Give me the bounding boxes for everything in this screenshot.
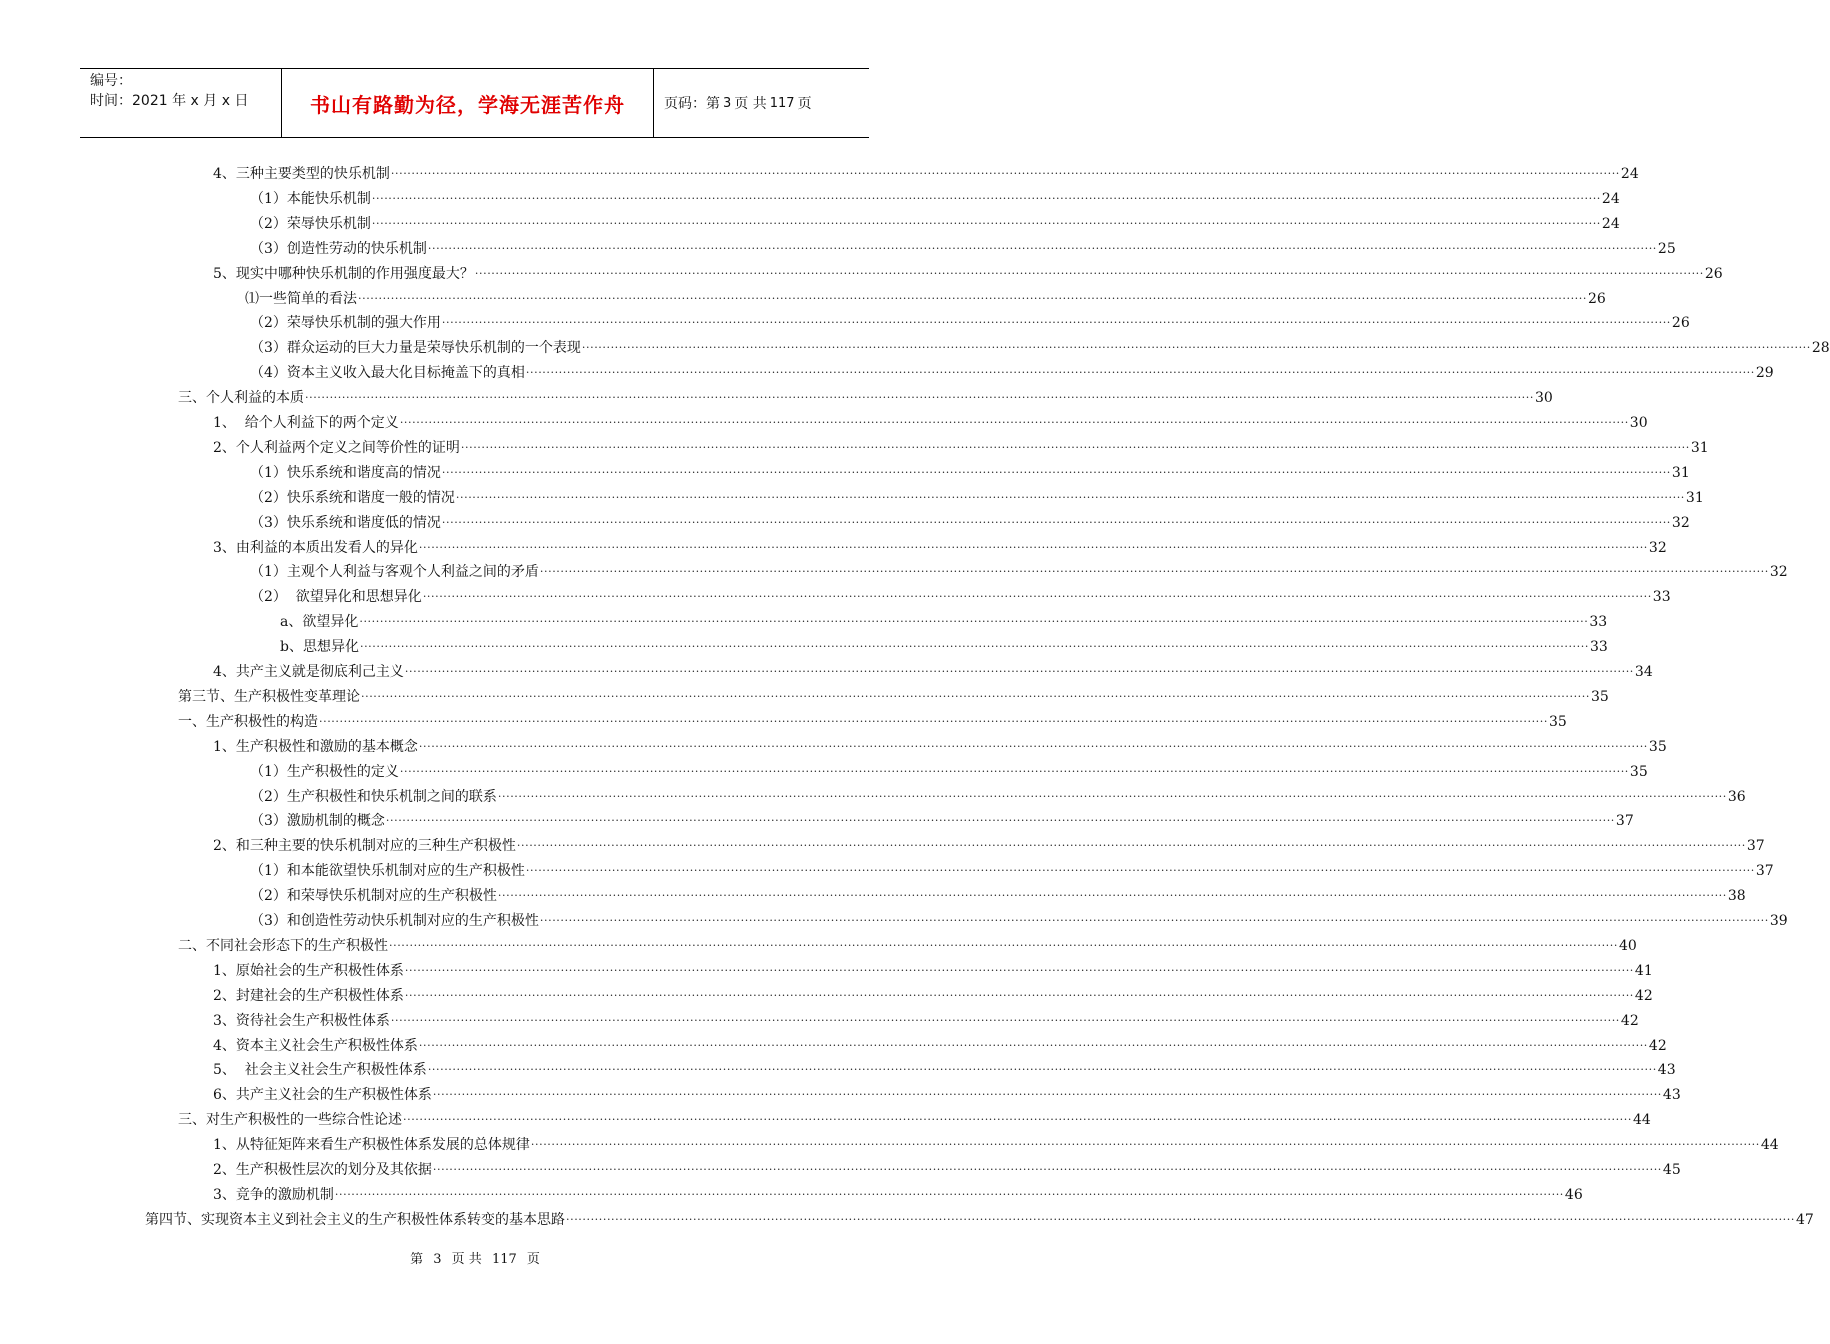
toc-entry-title: 4、资本主义社会生产积极性体系: [213, 1037, 418, 1054]
toc-entry-page: 28: [1811, 340, 1830, 357]
toc-entry-title: 三、对生产积极性的一些综合性论述: [178, 1112, 402, 1129]
toc-entry-title: 2、个人利益两个定义之间等价性的证明: [213, 439, 460, 456]
toc-entry-page: 35: [1548, 713, 1567, 730]
page-indicator: [654, 69, 869, 137]
toc-leader-dots: ............................................................................................................................................................................................................................................................................................................: [404, 960, 1634, 974]
toc-entry-page: 35: [1590, 688, 1609, 705]
toc-leader-dots: ............................................................................................................................................................................................................................................................................................................: [390, 164, 1620, 177]
toc-entry-page: 33: [1589, 639, 1608, 656]
toc-entry-title: （1）主观个人利益与客观个人利益之间的矛盾: [250, 564, 539, 581]
motto: 书山有路勤为径，学海无涯苦作舟: [282, 69, 654, 137]
toc-leader-dots: ............................................................................................................................................................................................................................................................................................................: [441, 512, 1671, 526]
toc-entry[interactable]: [213, 258, 1723, 283]
toc-entry-title: （2）生产积极性和快乐机制之间的联系: [250, 788, 497, 805]
toc-leader-dots: ............................................................................................................................................................................................................................................................................................................: [361, 686, 1590, 700]
toc-entry[interactable]: [250, 581, 1671, 606]
toc-entry[interactable]: [178, 930, 1637, 955]
toc-entry[interactable]: [280, 606, 1608, 631]
toc-entry-page: 24: [1601, 215, 1620, 232]
toc-leader-dots: ............................................................................................................................................................................................................................................................................................................: [455, 487, 1685, 501]
toc-entry[interactable]: [213, 955, 1653, 980]
toc-leader-dots: ............................................................................................................................................................................................................................................................................................................: [427, 238, 1657, 252]
toc-entry-page: 31: [1671, 464, 1690, 481]
toc-entry[interactable]: [250, 880, 1746, 905]
toc-entry[interactable]: [250, 781, 1746, 806]
toc-leader-dots: ............................................................................................................................................................................................................................................................................................................: [525, 363, 1755, 377]
toc-entry[interactable]: [213, 407, 1648, 432]
toc-entry[interactable]: [213, 1179, 1583, 1204]
toc-leader-dots: ............................................................................................................................................................................................................................................................................................................: [359, 612, 1589, 626]
page-label-prefix: 页码：第: [664, 96, 720, 112]
toc-entry[interactable]: [178, 706, 1567, 731]
toc-leader-dots: ............................................................................................................................................................................................................................................................................................................: [371, 213, 1601, 227]
page-label-suffix: 页: [797, 96, 812, 112]
toc-entry-page: 37: [1615, 813, 1634, 830]
page-header: [80, 68, 869, 138]
toc-leader-dots: ............................................................................................................................................................................................................................................................................................................: [358, 288, 1587, 302]
toc-entry-title: （3）激励机制的概念: [250, 813, 385, 830]
toc-entry-page: 36: [1727, 788, 1746, 805]
toc-leader-dots: ............................................................................................................................................................................................................................................................................................................: [441, 462, 1671, 476]
toc-leader-dots: ............................................................................................................................................................................................................................................................................................................: [399, 761, 1629, 775]
toc-entry-title: 4、三种主要类型的快乐机制: [213, 166, 390, 182]
toc-entry-page: 31: [1685, 489, 1704, 506]
toc-entry-page: 37: [1755, 863, 1774, 880]
toc-entry-page: 33: [1652, 589, 1671, 606]
toc-entry-title: 6、共产主义社会的生产积极性体系: [213, 1087, 432, 1104]
toc-entry-title: 1、从特征矩阵来看生产积极性体系发展的总体规律: [213, 1137, 530, 1154]
toc-entry-title: 4、共产主义就是彻底利己主义: [213, 664, 404, 680]
toc-entry[interactable]: [178, 1104, 1651, 1129]
toc-entry[interactable]: [250, 332, 1830, 357]
toc-entry-title: （3）快乐系统和谐度低的情况: [250, 514, 441, 531]
toc-entry-title: 一、生产积极性的构造: [178, 713, 318, 730]
toc-entry-page: 34: [1634, 664, 1653, 680]
toc-entry[interactable]: [250, 805, 1634, 830]
toc-entry-title: 1、 给个人利益下的两个定义: [213, 415, 399, 431]
toc-entry-title: （4）资本主义收入最大化目标掩盖下的真相: [250, 365, 525, 382]
toc-leader-dots: ............................................................................................................................................................................................................................................................................................................: [390, 1010, 1620, 1024]
toc-entry-page: 44: [1632, 1112, 1651, 1129]
toc-entry[interactable]: [213, 1054, 1676, 1079]
toc-leader-dots: ............................................................................................................................................................................................................................................................................................................: [539, 911, 1769, 924]
toc-entry-page: 35: [1648, 738, 1667, 755]
toc-entry-title: （2）荣辱快乐机制的强大作用: [250, 315, 441, 332]
toc-entry-page: 35: [1629, 763, 1648, 780]
toc-entry-page: 39: [1769, 913, 1788, 929]
toc-entry-title: 三、个人利益的本质: [178, 390, 304, 407]
toc-leader-dots: ............................................................................................................................................................................................................................................................................................................: [385, 811, 1615, 825]
toc-entry-title: （2）荣辱快乐机制: [250, 215, 371, 232]
header-info: [80, 69, 282, 137]
toc-entry[interactable]: [213, 432, 1709, 457]
toc-entry[interactable]: [213, 532, 1667, 557]
page-total: 117: [769, 95, 795, 111]
toc-entry-page: 25: [1657, 240, 1676, 257]
toc-entry-title: 1、生产积极性和激励的基本概念: [213, 738, 418, 755]
toc-entry-page: 26: [1704, 265, 1723, 282]
footer-total: 117: [491, 1252, 517, 1267]
toc-entry-title: （2） 欲望异化和思想异化: [250, 589, 422, 606]
toc-entry-page: 33: [1589, 614, 1608, 631]
toc-entry-page: 32: [1671, 514, 1690, 531]
toc-entry-page: 43: [1657, 1062, 1676, 1079]
toc-entry[interactable]: [250, 855, 1774, 880]
toc-entry[interactable]: [250, 307, 1690, 332]
toc-entry[interactable]: [250, 507, 1690, 532]
toc-entry[interactable]: [250, 233, 1676, 258]
toc-entry-page: 43: [1662, 1087, 1681, 1104]
toc-leader-dots: ............................................................................................................................................................................................................................................................................................................: [516, 836, 1746, 850]
toc-leader-dots: ............................................................................................................................................................................................................................................................................................................: [581, 338, 1811, 352]
toc-entry-title: ⑴一些简单的看法: [245, 290, 357, 307]
toc-entry-title: （1）生产积极性的定义: [250, 763, 399, 780]
toc-entry[interactable]: [213, 731, 1667, 756]
toc-leader-dots: ............................................................................................................................................................................................................................................................................................................: [359, 637, 1589, 651]
toc-entry-page: 37: [1746, 838, 1765, 855]
toc-entry-title: （1）本能快乐机制: [250, 190, 371, 207]
toc-entry-title: （2）和荣辱快乐机制对应的生产积极性: [250, 888, 497, 905]
toc-entry-title: 1、原始社会的生产积极性体系: [213, 962, 404, 979]
footer-prefix: 第: [410, 1252, 424, 1267]
toc-entry-title: 3、竞争的激励机制: [213, 1186, 334, 1203]
toc-leader-dots: ............................................................................................................................................................................................................................................................................................................: [418, 736, 1648, 750]
toc-leader-dots: ............................................................................................................................................................................................................................................................................................................: [539, 562, 1769, 576]
number-label: 编号：: [90, 73, 132, 89]
toc-leader-dots: ............................................................................................................................................................................................................................................................................................................: [525, 861, 1755, 875]
toc-entry[interactable]: [213, 1154, 1681, 1179]
toc-entry[interactable]: [245, 283, 1606, 308]
toc-entry-page: 38: [1727, 888, 1746, 905]
toc-entry-title: a、欲望异化: [280, 614, 359, 631]
toc-entry[interactable]: [178, 382, 1553, 407]
toc-entry[interactable]: [213, 1005, 1639, 1030]
toc-entry-page: 47: [1795, 1211, 1814, 1228]
toc-leader-dots: ............................................................................................................................................................................................................................................................................................................: [566, 1209, 1795, 1223]
toc-leader-dots: ............................................................................................................................................................................................................................................................................................................: [432, 1160, 1662, 1173]
toc-entry-title: （1）和本能欲望快乐机制对应的生产积极性: [250, 863, 525, 880]
toc-entry[interactable]: [250, 183, 1620, 208]
toc-entry[interactable]: [250, 457, 1690, 482]
toc-entry-page: 42: [1620, 1012, 1639, 1029]
toc-leader-dots: ............................................................................................................................................................................................................................................................................................................: [319, 711, 1548, 725]
footer-page: 3: [433, 1252, 442, 1267]
toc-entry-page: 26: [1671, 315, 1690, 332]
toc-leader-dots: ............................................................................................................................................................................................................................................................................................................: [404, 662, 1634, 675]
toc-leader-dots: ............................................................................................................................................................................................................................................................................................................: [389, 935, 1618, 949]
toc-entry-page: 24: [1620, 166, 1639, 182]
toc-entry-title: 2、生产积极性层次的划分及其依据: [213, 1162, 432, 1178]
toc-leader-dots: ............................................................................................................................................................................................................................................................................................................: [404, 985, 1634, 999]
toc-entry-page: 30: [1534, 390, 1553, 407]
toc-entry[interactable]: [250, 905, 1788, 930]
toc-entry[interactable]: [250, 556, 1788, 581]
toc-entry[interactable]: [145, 1204, 1814, 1229]
toc-entry-title: （2）快乐系统和谐度一般的情况: [250, 489, 455, 506]
toc-entry-page: 42: [1634, 987, 1653, 1004]
toc-entry[interactable]: [178, 681, 1609, 706]
toc-entry-title: 第三节、生产积极性变革理论: [178, 688, 360, 705]
toc-entry-page: 42: [1648, 1037, 1667, 1054]
toc-entry-page: 45: [1662, 1162, 1681, 1178]
toc-entry-title: （3）和创造性劳动快乐机制对应的生产积极性: [250, 913, 539, 929]
toc-leader-dots: ............................................................................................................................................................................................................................................................................................................: [305, 388, 1534, 402]
toc-leader-dots: ............................................................................................................................................................................................................................................................................................................: [334, 1184, 1564, 1198]
toc-leader-dots: ............................................................................................................................................................................................................................................................................................................: [460, 437, 1690, 451]
footer-mid: 页 共: [451, 1252, 482, 1267]
page-footer: [0, 1248, 950, 1267]
toc-entry-page: 31: [1690, 439, 1709, 456]
toc-entry-title: 二、不同社会形态下的生产积极性: [178, 937, 388, 954]
footer-suffix: 页: [526, 1252, 540, 1267]
toc-entry[interactable]: [213, 1079, 1681, 1104]
toc-entry-page: 30: [1629, 415, 1648, 431]
toc-entry-title: （3）创造性劳动的快乐机制: [250, 240, 427, 257]
toc-leader-dots: ............................................................................................................................................................................................................................................................................................................: [427, 1060, 1657, 1074]
toc-leader-dots: ............................................................................................................................................................................................................................................................................................................: [418, 537, 1648, 551]
toc-entry-title: 5、 社会主义社会生产积极性体系: [213, 1062, 427, 1079]
toc-entry-title: 3、由利益的本质出发看人的异化: [213, 539, 418, 556]
toc-entry-title: 第四节、实现资本主义到社会主义的生产积极性体系转变的基本思路: [145, 1211, 565, 1228]
toc-leader-dots: ............................................................................................................................................................................................................................................................................................................: [530, 1135, 1760, 1149]
toc-entry-page: 32: [1648, 539, 1667, 556]
toc-entry-page: 26: [1587, 290, 1606, 307]
toc-entry-page: 46: [1564, 1186, 1583, 1203]
toc-entry[interactable]: [213, 656, 1653, 681]
page-label-mid: 页 共: [734, 96, 767, 112]
toc-entry-title: （3）群众运动的巨大力量是荣辱快乐机制的一个表现: [250, 340, 581, 357]
toc-entry-page: 40: [1618, 937, 1637, 954]
toc-entry-title: 2、封建社会的生产积极性体系: [213, 987, 404, 1004]
toc-entry[interactable]: [213, 830, 1765, 855]
toc-entry[interactable]: [213, 158, 1639, 183]
toc-entry[interactable]: [280, 631, 1608, 656]
toc-entry[interactable]: [250, 482, 1704, 507]
toc-leader-dots: ............................................................................................................................................................................................................................................................................................................: [403, 1110, 1632, 1124]
toc-entry[interactable]: [213, 1129, 1779, 1154]
toc-leader-dots: ............................................................................................................................................................................................................................................................................................................: [497, 786, 1727, 800]
time-label: 时间：2021 年 x 月 x 日: [90, 93, 249, 109]
toc-leader-dots: ............................................................................................................................................................................................................................................................................................................: [441, 313, 1671, 327]
toc-entry-title: 2、和三种主要的快乐机制对应的三种生产积极性: [213, 838, 516, 855]
toc-entry-title: （1）快乐系统和谐度高的情况: [250, 464, 441, 481]
toc-entry[interactable]: [250, 357, 1774, 382]
toc-entry[interactable]: [213, 980, 1653, 1005]
toc-entry[interactable]: [250, 208, 1620, 233]
toc-leader-dots: ............................................................................................................................................................................................................................................................................................................: [371, 188, 1601, 202]
toc-entry[interactable]: [250, 756, 1648, 781]
toc-leader-dots: ............................................................................................................................................................................................................................................................................................................: [422, 587, 1652, 601]
toc-leader-dots: ............................................................................................................................................................................................................................................................................................................: [474, 263, 1704, 277]
toc-leader-dots: ............................................................................................................................................................................................................................................................................................................: [399, 413, 1629, 426]
toc-entry-page: 29: [1755, 365, 1774, 382]
toc-entry-page: 44: [1760, 1137, 1779, 1154]
toc-entry[interactable]: [213, 1030, 1667, 1055]
toc-entry-page: 32: [1769, 564, 1788, 581]
toc-entry-page: 41: [1634, 962, 1653, 979]
toc-entry-page: 24: [1601, 190, 1620, 207]
toc-entry-title: 3、资待社会生产积极性体系: [213, 1012, 390, 1029]
toc-leader-dots: ............................................................................................................................................................................................................................................................................................................: [497, 886, 1727, 900]
toc-entry-title: b、思想异化: [280, 639, 359, 656]
toc-entry-title: 5、现实中哪种快乐机制的作用强度最大？: [213, 265, 474, 282]
toc-leader-dots: ............................................................................................................................................................................................................................................................................................................: [418, 1035, 1648, 1049]
toc-leader-dots: ............................................................................................................................................................................................................................................................................................................: [432, 1085, 1662, 1099]
page-current: 3: [723, 95, 732, 111]
